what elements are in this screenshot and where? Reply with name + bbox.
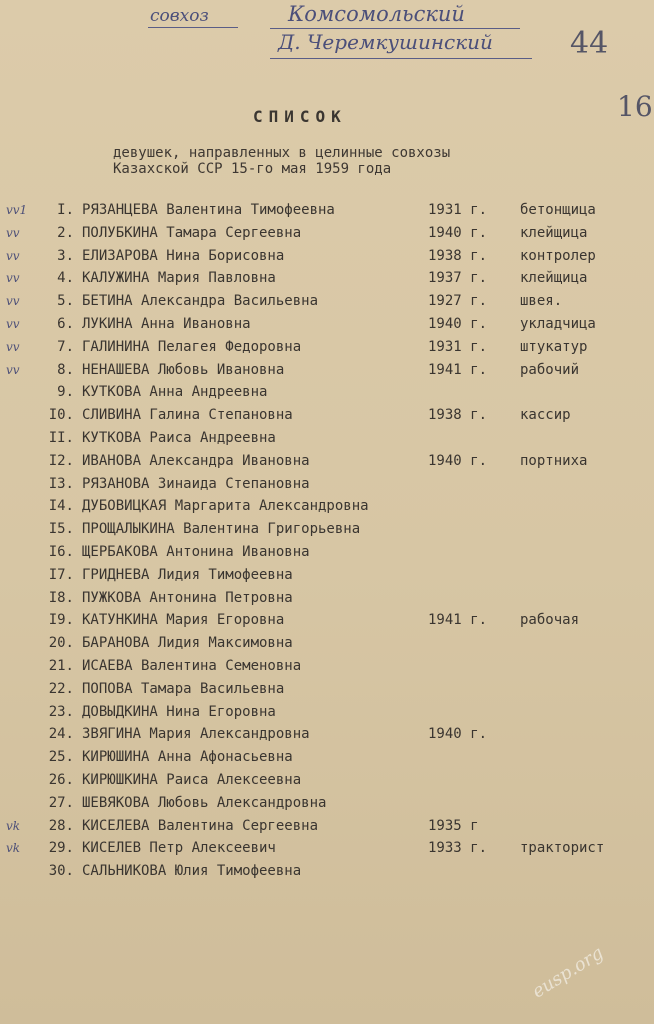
birth-year: 1937 г. [428, 270, 488, 287]
sovkhoz-name-line1: Комсомольский [288, 2, 465, 26]
item-number: 6. [57, 316, 74, 332]
checkmark-annotation: vv [6, 248, 20, 263]
list-item [0, 384, 654, 404]
item-number: I5. [48, 521, 74, 538]
birth-year: 1935 г [428, 817, 479, 834]
profession: контролер [520, 247, 596, 264]
label-underline [148, 27, 238, 28]
birth-year: 1940 г. [428, 224, 488, 241]
person-name: ЗВЯГИНА Мария Александровна [82, 726, 310, 743]
name-underline-2 [270, 58, 532, 59]
profession: тракторист [520, 840, 605, 857]
person-name: ШЕВЯКОВА Любовь Александровна [82, 794, 327, 811]
person-name: КАЛУЖИНА Мария Павловна [82, 270, 276, 287]
person-name: ГРИДНЕВА Лидия Тимофеевна [82, 566, 293, 583]
item-number: 28. [48, 817, 74, 834]
list-item [0, 339, 654, 359]
checkmark-annotation: vv [6, 362, 20, 377]
birth-year: 1941 г. [428, 612, 488, 629]
birth-year: 1940 г. [428, 452, 488, 469]
birth-year: 1927 г. [428, 293, 488, 310]
person-name: ПУЖКОВА Антонина Петровна [82, 589, 293, 606]
list-item [0, 772, 654, 792]
item-number: 3. [57, 247, 74, 264]
list-item [0, 407, 654, 427]
profession: клейщица [520, 224, 588, 241]
name-underline-1 [270, 28, 520, 29]
item-number: I6. [48, 544, 74, 560]
list-item [0, 749, 654, 769]
person-name: КИРЮШКИНА Раиса Алексеевна [82, 772, 302, 788]
person-name: ИВАНОВА Александра Ивановна [82, 452, 310, 469]
item-number: 2. [57, 224, 74, 241]
document-subtitle: девушек, направленных в целинные совхозы Казахской ССР 15-го мая 1959 года [113, 145, 451, 177]
list-item [0, 635, 654, 655]
person-name: РЯЗАНЦЕВА Валентина Тимофеевна [82, 202, 335, 218]
item-number: II. [48, 430, 74, 446]
birth-year: 1931 г. [428, 202, 488, 218]
list-item [0, 612, 654, 632]
person-name: ИСАЕВА Валентина Семеновна [82, 658, 302, 674]
item-number: 23. [48, 703, 74, 720]
item-number: 8. [57, 361, 74, 378]
watermark: eusp.org [528, 942, 608, 1003]
item-number: 21. [48, 658, 74, 674]
item-number: I0. [48, 407, 74, 424]
item-number: I3. [48, 475, 74, 492]
birth-year: 1940 г. [428, 726, 488, 743]
person-name: КАТУНКИНА Мария Егоровна [82, 612, 285, 629]
list-item [0, 726, 654, 746]
item-number: 7. [57, 338, 74, 355]
item-number: I9. [48, 612, 74, 629]
list-item [0, 863, 654, 883]
profession: рабочий [520, 361, 580, 378]
item-number: 25. [48, 749, 74, 766]
person-name: ДОВЫДКИНА Нина Егоровна [82, 703, 276, 720]
list-item [0, 521, 654, 541]
person-name: КИСЕЛЕВА Валентина Сергеевна [82, 817, 319, 834]
list-item [0, 476, 654, 496]
person-name: КУТКОВА Анна Андреевна [82, 384, 268, 401]
item-number: I8. [48, 589, 74, 606]
list-item [0, 270, 654, 290]
person-name: ЩЕРБАКОВА Антонина Ивановна [82, 544, 310, 560]
item-number: I2. [48, 452, 74, 469]
list-item [0, 293, 654, 313]
list-item [0, 316, 654, 336]
item-number: 20. [48, 635, 74, 652]
item-number: 27. [48, 794, 74, 811]
person-name: ПОЛУБКИНА Тамара Сергеевна [82, 224, 302, 241]
birth-year: 1931 г. [428, 338, 488, 355]
list-item [0, 567, 654, 587]
checkmark-annotation: vv [6, 271, 20, 286]
person-name: КИРЮШИНА Анна Афонасьевна [82, 749, 293, 766]
person-name: БЕТИНА Александра Васильевна [82, 293, 319, 310]
person-name: ГАЛИНИНА Пелагея Федоровна [82, 338, 302, 355]
list-item [0, 453, 654, 473]
profession: портниха [520, 452, 588, 469]
person-name: НЕНАШЕВА Любовь Ивановна [82, 361, 285, 378]
item-number: 4. [57, 270, 74, 287]
item-number: 30. [48, 863, 74, 880]
profession: укладчица [520, 316, 596, 332]
checkmark-annotation: vk [6, 818, 21, 833]
item-number: I7. [48, 566, 74, 583]
page-number-right: 16 [617, 90, 653, 123]
birth-year: 1933 г. [428, 840, 488, 857]
person-name: СЛИВИНА Галина Степановна [82, 407, 293, 424]
list-item [0, 795, 654, 815]
list-item [0, 362, 654, 382]
person-name: ЛУКИНА Анна Ивановна [82, 316, 251, 332]
profession: кассир [520, 407, 571, 424]
item-number: 24. [48, 726, 74, 743]
birth-year: 1940 г. [428, 316, 488, 332]
item-number: I4. [48, 498, 74, 515]
person-name: ДУБОВИЦКАЯ Маргарита Александровна [82, 498, 369, 515]
item-number: 26. [48, 772, 74, 788]
list-item [0, 498, 654, 518]
profession: бетонщица [520, 202, 596, 218]
document-title: СПИСОК [253, 107, 347, 126]
person-name: САЛЬНИКОВА Юлия Тимофеевна [82, 863, 302, 880]
list-item [0, 818, 654, 838]
checkmark-annotation: vv1 [6, 203, 28, 217]
list-item [0, 704, 654, 724]
birth-year: 1941 г. [428, 361, 488, 378]
list-item [0, 430, 654, 450]
item-number: 9. [57, 384, 74, 401]
person-name: ПОПОВА Тамара Васильевна [82, 680, 285, 697]
sovkhoz-label: совхоз [150, 6, 209, 26]
list-item [0, 202, 654, 222]
list-item [0, 840, 654, 860]
profession: швея. [520, 293, 563, 310]
list-item [0, 544, 654, 564]
profession: рабочая [520, 612, 580, 629]
list-item [0, 658, 654, 678]
checkmark-annotation: vv [6, 317, 20, 331]
list-item [0, 681, 654, 701]
person-name: ПРОЩАЛЫКИНА Валентина Григорьевна [82, 521, 361, 538]
person-name: КИСЕЛЕВ Петр Алексеевич [82, 840, 276, 857]
item-number: 29. [48, 840, 74, 857]
birth-year: 1938 г. [428, 407, 488, 424]
checkmark-annotation: vv [6, 225, 20, 240]
person-name: ЕЛИЗАРОВА Нина Борисовна [82, 247, 285, 264]
profession: клейщица [520, 270, 588, 287]
person-name: КУТКОВА Раиса Андреевна [82, 430, 276, 446]
page-number-top: 44 [570, 26, 609, 61]
list-item [0, 225, 654, 245]
profession: штукатур [520, 338, 588, 355]
list-item [0, 248, 654, 268]
person-name: БАРАНОВА Лидия Максимовна [82, 635, 293, 652]
item-number: 22. [48, 680, 74, 697]
item-number: I. [57, 202, 74, 218]
birth-year: 1938 г. [428, 247, 488, 264]
item-number: 5. [57, 293, 74, 310]
list-item [0, 590, 654, 610]
sovkhoz-name-line2: Д. Черемкушинский [278, 30, 493, 54]
checkmark-annotation: vv [6, 339, 20, 354]
checkmark-annotation: vv [6, 294, 20, 309]
checkmark-annotation: vk [6, 841, 21, 856]
person-name: РЯЗАНОВА Зинаида Степановна [82, 475, 310, 492]
